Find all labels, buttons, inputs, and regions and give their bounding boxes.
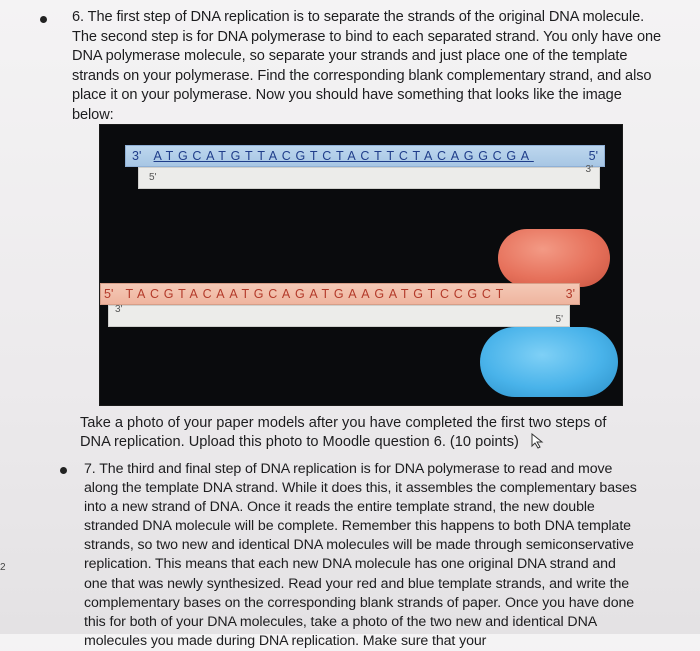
top-blank-left-end: 5' <box>149 172 157 183</box>
bottom-blank-right-end: 5' <box>555 314 563 325</box>
top-template-strand <box>125 145 605 167</box>
photo-caption: Take a photo of your paper models after you have completed the first two steps of DNA replication. Upload this photo to Moodle question 6. (10 points) <box>80 415 607 450</box>
bullet-q7 <box>60 467 67 474</box>
paper-model-photo <box>100 125 622 405</box>
top-blank-strand <box>138 164 600 189</box>
question-7-text: 7. The third and final step of DNA replication is for DNA polymerase to read and move along the template DNA strand. While it does this, it assembles the complementary bases into a new strand of DNA. Once it reads the entire template strand, the new double stranded DNA molecule will be complete. Remember this happens to both DNA template strands, so two new and identical DNA molecules will be made through semiconservative replication. This means that each new DNA molecule has one original DNA strand and one that was newly synthesized. Read your red and blue template strands, and write the complementary bases on the corresponding blank strands of paper. Once you have done this for both of your DNA molecules, take a photo of the two new and identical DNA molecules you made during DNA replication. Make sure that your <box>84 461 637 649</box>
top-template-sequence: ATGCATGTTACGTCTACTTCTACAGGCGA <box>153 149 534 163</box>
bottom-blank-strand <box>108 305 570 327</box>
red-polymerase <box>498 229 610 287</box>
bullet-q6 <box>40 16 47 23</box>
question-6-text: 6. The first step of DNA replication is to separate the strands of the original DNA molecule. The second step is for DNA polymerase to bind to each separated strand. You only have one DNA polymerase molecule, so separate your strands and just place one of the template strands on your polymerase. Find the corresponding blank complementary strand, and also place it on your polymerase. Now you should have something that looks like the image below: <box>72 9 662 123</box>
top-blank-right-end: 3' <box>585 164 593 175</box>
blue-polymerase <box>480 327 618 397</box>
top-template-right-end: 5' <box>588 149 598 163</box>
bottom-template-left-end: 5' <box>104 287 114 301</box>
mouse-pointer-icon <box>531 433 545 449</box>
bottom-template-sequence: TACGTACAATGCAGATGAAGATGTCCGCT <box>125 287 508 301</box>
bottom-template-strand <box>100 283 580 305</box>
bottom-template-right-end: 3' <box>565 287 575 301</box>
margin-mark: 2 <box>0 562 6 573</box>
top-template-left-end: 3' <box>132 149 142 163</box>
bottom-blank-left-end: 3' <box>115 304 123 315</box>
